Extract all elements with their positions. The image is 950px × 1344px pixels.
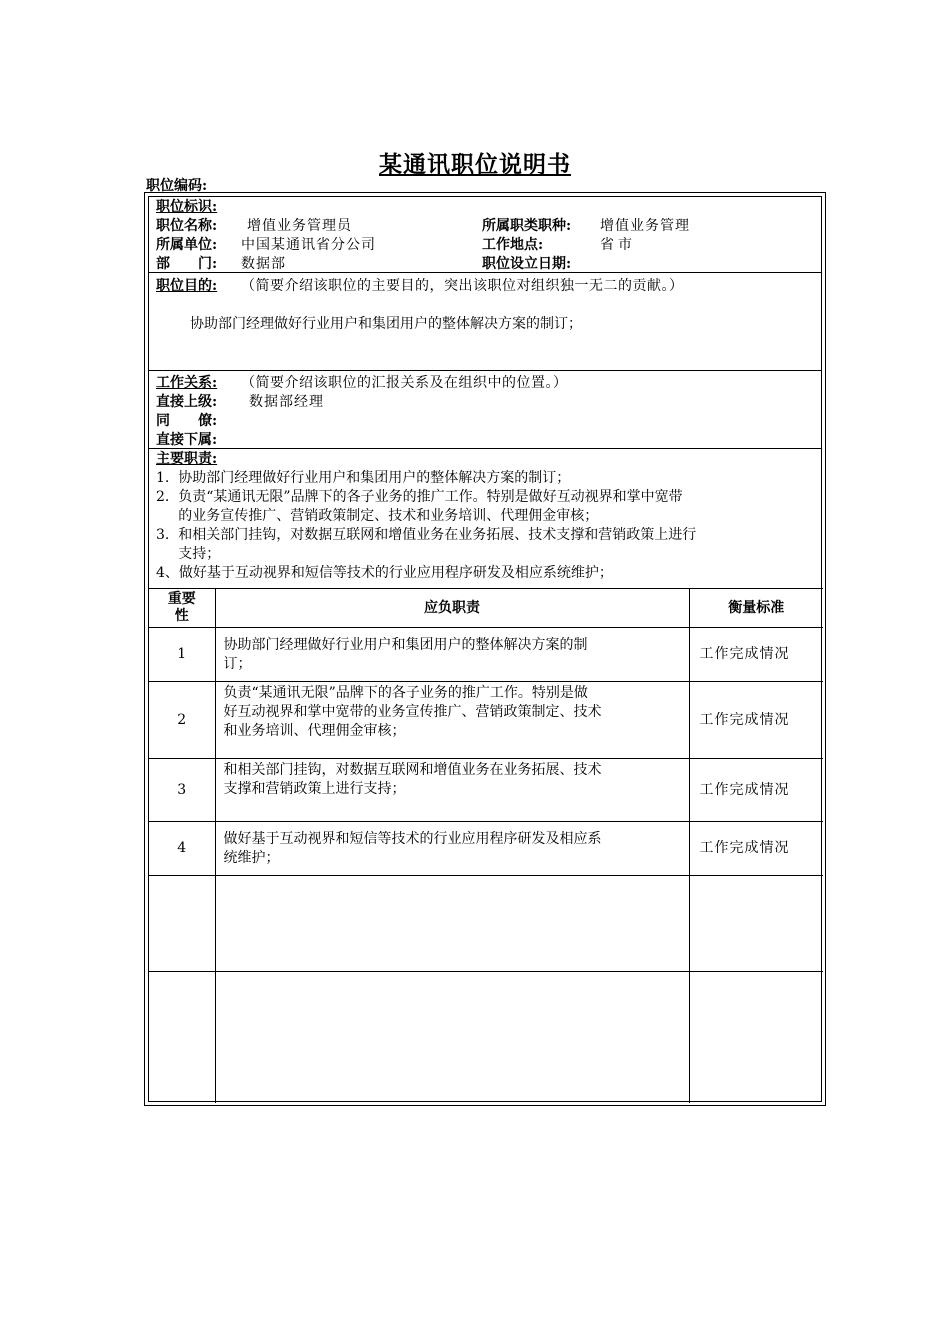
- row-measure: 工作完成情况: [689, 628, 823, 682]
- header-priority: [149, 589, 215, 628]
- row-duty-line: 统维护；: [223, 849, 280, 866]
- job-family-label: 所属职类职种:: [482, 218, 572, 234]
- table-row-empty: [149, 972, 823, 1103]
- header-duty: 应负职责: [215, 589, 689, 628]
- table-row-empty: [149, 876, 823, 972]
- row-duty-line: 协助部门经理做好行业用户和集团用户的整体解决方案的制: [223, 636, 588, 653]
- duty-line: 4、做好基于互动视界和短信等技术的行业应用程序研发及相应系统维护；: [156, 565, 613, 581]
- row-index: 4: [149, 822, 215, 876]
- row-duty: [215, 759, 689, 822]
- row-duty-line: 和业务培训、代理佣金审核；: [223, 723, 406, 739]
- empty-cell: [689, 972, 823, 1103]
- duty-line: 支持；: [156, 546, 221, 562]
- row-duty: [215, 822, 689, 876]
- row-measure: 工作完成情况: [689, 759, 823, 822]
- empty-cell: [149, 876, 215, 972]
- work-location-label: 工作地点:: [482, 237, 544, 253]
- position-name-label: 职位名称:: [156, 218, 218, 234]
- empty-cell: [149, 972, 215, 1103]
- row-duty-line: 负责“某通讯无限”品牌下的各子业务的推广工作。特别是做: [223, 685, 588, 701]
- duty-table: [149, 588, 823, 1103]
- section-main-duties: [149, 449, 821, 588]
- purpose-label: 职位目的:: [156, 278, 218, 294]
- row-duty-line: 支撑和营销政策上进行支持；: [223, 781, 406, 797]
- form-inner: [148, 196, 822, 1102]
- row-index: 2: [149, 682, 215, 759]
- row-duty-line: 好互动视界和掌中宽带的业务宣传推广、营销政策制定、技术: [223, 704, 602, 720]
- established-date-label: 职位设立日期:: [482, 256, 572, 272]
- duty-line: 1. 协助部门经理做好行业用户和集团用户的整体解决方案的制订；: [156, 470, 571, 486]
- row-duty: [215, 628, 689, 682]
- row-measure: 工作完成情况: [689, 682, 823, 759]
- header-priority-line: 重要: [167, 591, 196, 607]
- form-frame: [144, 192, 826, 1106]
- row-duty-line: 做好基于互动视界和短信等技术的行业应用程序研发及相应系: [223, 830, 602, 847]
- relations-hint: （简要介绍该职位的汇报关系及在组织中的位置。）: [241, 375, 568, 391]
- document-title: 某通讯职位说明书: [379, 151, 571, 178]
- work-location-value: 省市: [600, 237, 636, 253]
- table-row: [149, 682, 823, 759]
- table-row: [149, 822, 823, 876]
- section-work-relations: [149, 371, 821, 449]
- row-duty-line: 订；: [223, 655, 252, 672]
- relations-label: 工作关系:: [156, 375, 218, 391]
- department-value: 数据部: [241, 256, 286, 272]
- unit-value: 中国某通讯省分公司: [241, 237, 376, 253]
- duty-line: 的业务宣传推广、营销政策制定、技术和业务培训、代理佣金审核；: [156, 508, 599, 524]
- subordinate-label: 直接下属:: [156, 432, 218, 448]
- ident-header: 职位标识:: [156, 199, 218, 215]
- superior-value: 数据部经理: [249, 394, 324, 410]
- unit-label: 所属单位:: [156, 237, 218, 253]
- superior-label: 直接上级:: [156, 394, 218, 410]
- row-measure: 工作完成情况: [689, 822, 823, 876]
- header-priority-line: 性: [174, 608, 189, 624]
- position-code-label: 职位编码:: [146, 178, 208, 194]
- header-measure: 衡量标准: [689, 589, 823, 628]
- empty-cell: [215, 876, 689, 972]
- row-duty-line: 和相关部门挂钩，对数据互联网和增值业务在业务拓展、技术: [223, 762, 602, 778]
- purpose-text: 协助部门经理做好行业用户和集团用户的整体解决方案的制订；: [190, 316, 582, 332]
- empty-cell: [689, 876, 823, 972]
- duty-line: 2. 负责“某通讯无限”品牌下的各子业务的推广工作。特别是做好互动视界和掌中宽带: [156, 489, 683, 505]
- table-header-row: [149, 589, 823, 628]
- purpose-hint: （简要介绍该职位的主要目的，突出该职位对组织独一无二的贡献。）: [241, 278, 684, 294]
- job-family-value: 增值业务管理: [600, 218, 690, 234]
- duty-line: 3. 和相关部门挂钩，对数据互联网和增值业务在业务拓展、技术支撑和营销政策上进行: [156, 527, 697, 543]
- peer-label: 同 僚:: [156, 413, 218, 429]
- empty-cell: [215, 972, 689, 1103]
- row-duty: [215, 682, 689, 759]
- row-index: 3: [149, 759, 215, 822]
- row-index: 1: [149, 628, 215, 682]
- table-row: [149, 759, 823, 822]
- duties-label: 主要职责:: [156, 451, 218, 467]
- position-name-value: 增值业务管理员: [247, 218, 352, 234]
- department-label: 部 门:: [156, 256, 218, 272]
- section-purpose: [149, 273, 821, 371]
- table-row: [149, 628, 823, 682]
- section-identification: [149, 197, 821, 273]
